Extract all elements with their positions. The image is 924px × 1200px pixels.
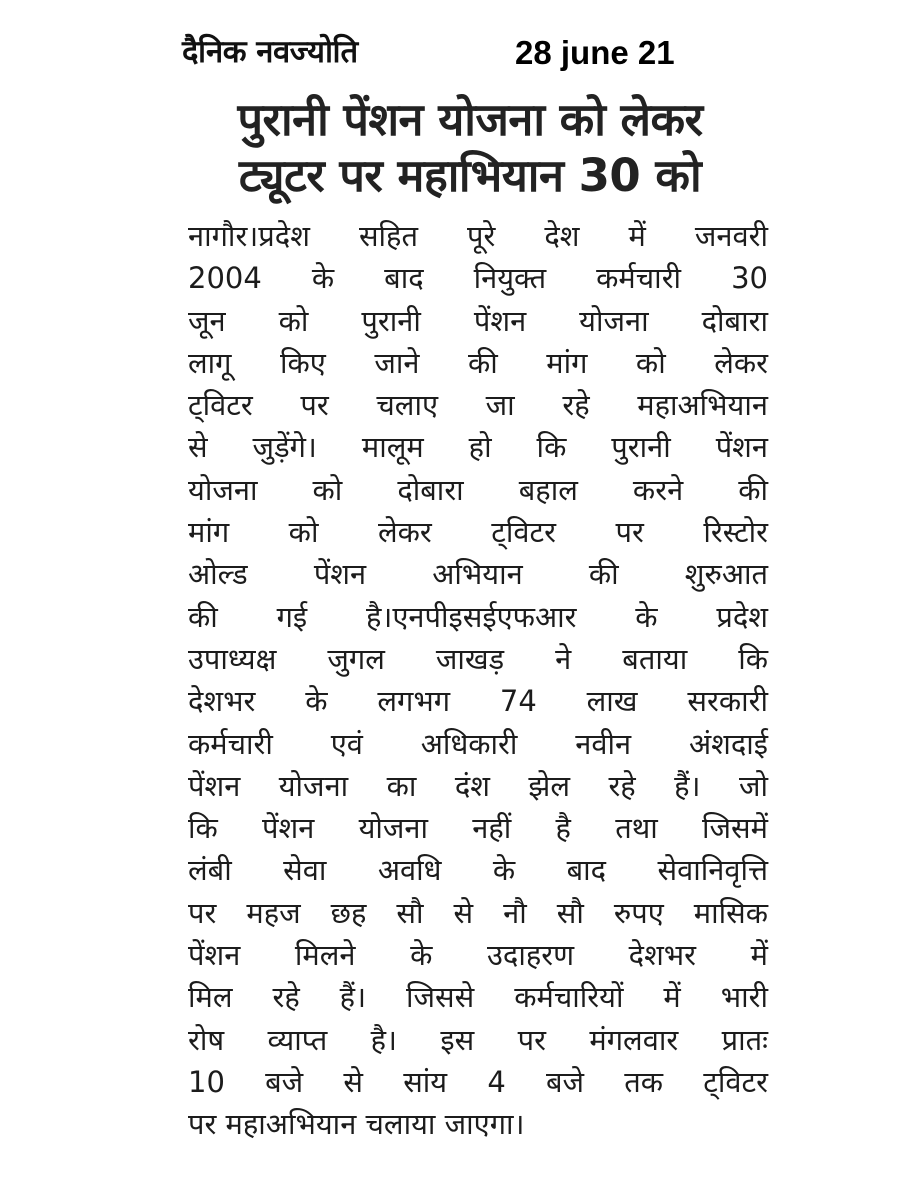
body-line: 2004 के बाद नियुक्त कर्मचारी 30	[188, 261, 768, 296]
body-line: मांग को लेकर ट्विटर पर रिस्टोर	[188, 515, 768, 550]
body-line: 10 बजे से सांय 4 बजे तक ट्विटर	[188, 1064, 768, 1099]
date-stamp: 28 june 21	[515, 34, 675, 71]
body-line: से जुड़ेंगे। मालूम हो कि पुरानी पेंशन	[188, 430, 768, 465]
body-line: कि पेंशन योजना नहीं है तथा जिसमें	[188, 811, 768, 846]
body-line: योजना को दोबारा बहाल करने की	[188, 472, 768, 507]
body-line: लंबी सेवा अवधि के बाद सेवानिवृत्ति	[188, 853, 768, 888]
newspaper-masthead: दैनिक नवज्योति	[182, 34, 358, 70]
body-line: पेंशन योजना का दंश झेल रहे हैं। जो	[188, 768, 768, 803]
body-line: पर महाअभियान चलाया जाएगा।	[188, 1107, 525, 1142]
article-body	[188, 215, 768, 1146]
body-line: मिल रहे हैं। जिससे कर्मचारियों में भारी	[188, 980, 768, 1015]
body-line: जून को पुरानी पेंशन योजना दोबारा	[188, 303, 768, 338]
body-line: देशभर के लगभग 74 लाख सरकारी	[188, 684, 768, 719]
body-line: लागू किए जाने की मांग को लेकर	[188, 345, 768, 380]
body-line: नागौर।प्रदेश सहित पूरे देश में जनवरी	[188, 219, 768, 253]
body-line: पेंशन मिलने के उदाहरण देशभर में	[188, 938, 768, 973]
newspaper-clipping	[160, 22, 780, 1157]
body-line: कर्मचारी एवं अधिकारी नवीन अंशदाई	[188, 726, 768, 761]
headline	[160, 92, 780, 204]
body-line: उपाध्यक्ष जुगल जाखड़ ने बताया कि	[188, 641, 768, 676]
body-line: रोष व्याप्त है। इस पर मंगलवार प्रातः	[188, 1022, 768, 1057]
body-line: की गई है।एनपीइसईएफआर के प्रदेश	[188, 599, 768, 634]
body-line: पर महज छह सौ से नौ सौ रुपए मासिक	[188, 895, 768, 930]
headline-line-2: ट्यूटर पर महाभियान 30 को	[238, 149, 702, 202]
body-line: ओल्ड पेंशन अभियान की शुरुआत	[188, 557, 768, 592]
headline-line-1: पुरानी पेंशन योजना को लेकर	[237, 93, 703, 146]
body-line: ट्विटर पर चलाए जा रहे महाअभियान	[188, 388, 768, 423]
